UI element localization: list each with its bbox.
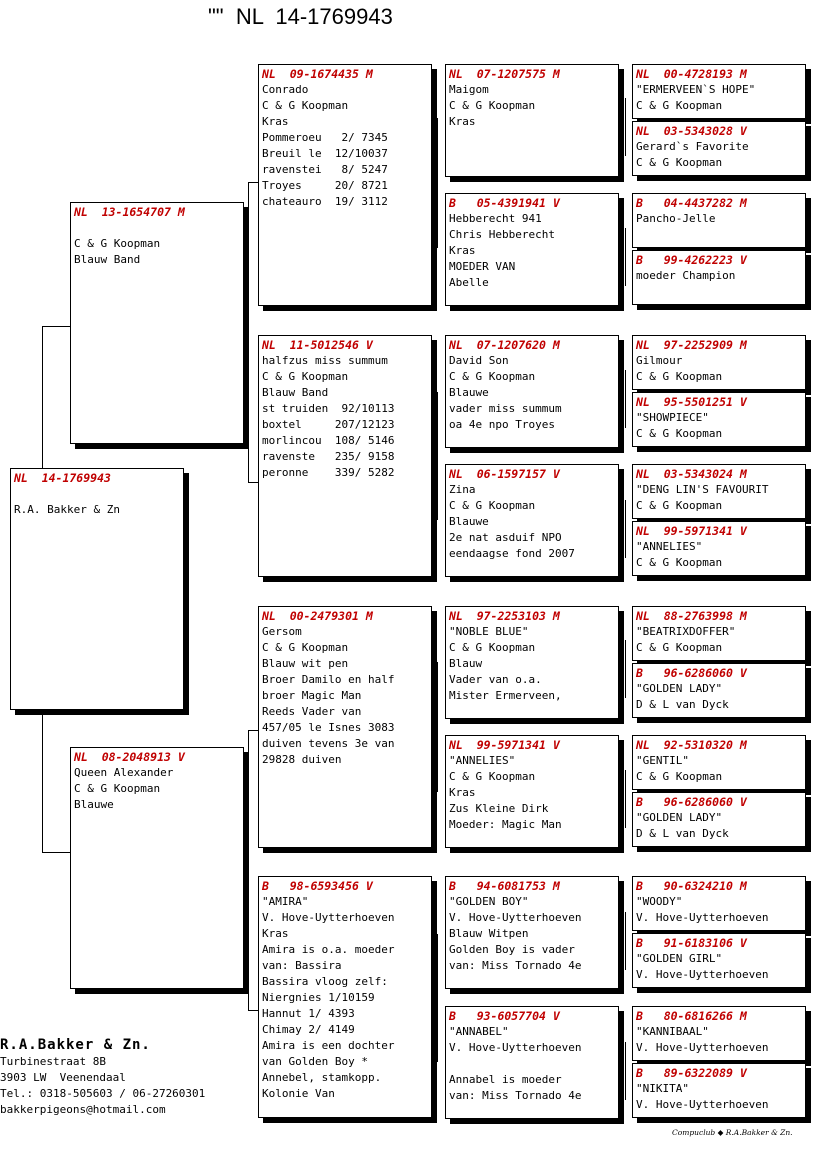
info-line: Blauwe [449, 386, 489, 399]
ring-number: B 98-6593456 V [262, 879, 373, 893]
pigeon-info [636, 681, 802, 713]
info-line: chateauro 19/ 3112 [262, 195, 388, 208]
pigeon-card-g4-1 [632, 64, 806, 119]
info-line: V. Hove-Uytterhoeven [449, 911, 582, 924]
info-line: peronne 339/ 5282 [262, 466, 395, 479]
info-line: Niergnies 1/10159 [262, 991, 375, 1004]
pigeon-card-sire-dam [258, 335, 432, 577]
pigeon-card-dam [70, 747, 244, 989]
pigeon-info [449, 753, 615, 833]
info-line: D & L van Dyck [636, 827, 729, 840]
ring-number: NL 88-2763998 M [636, 609, 747, 623]
connector-line [42, 708, 43, 852]
info-line: D & L van Dyck [636, 698, 729, 711]
owner-phone: Tel.: 0318-505603 / 06-27260301 [0, 1087, 206, 1100]
info-line: Vader van o.a. [449, 673, 542, 686]
ring-number: B 05-4391941 V [449, 196, 560, 210]
info-line: Gilmour [636, 354, 683, 367]
info-line: Kras [449, 115, 476, 128]
connector-line [437, 118, 438, 248]
info-line: van Golden Boy * [262, 1055, 368, 1068]
pigeon-info [636, 951, 802, 983]
info-line: Zina [449, 483, 476, 496]
pigeon-card-ddd [445, 1006, 619, 1119]
info-line: Blauw wit pen [262, 657, 349, 670]
info-line: Reeds Vader van [262, 705, 362, 718]
pigeon-info [449, 624, 615, 704]
info-line: "WOODY" [636, 895, 683, 908]
pigeon-info [636, 1024, 802, 1056]
pigeon-info [636, 82, 802, 114]
ring-number: NL 06-1597157 V [449, 467, 560, 481]
info-line [74, 220, 240, 236]
pigeon-card-g4-12 [632, 792, 806, 847]
connector-line [42, 326, 70, 327]
pigeon-info [74, 765, 240, 813]
connector-line [625, 770, 626, 828]
pigeon-card-g4-8 [632, 521, 806, 576]
info-line: 457/05 le Isnes 3083 [262, 721, 395, 734]
info-line: 2e nat asduif NPO [449, 531, 562, 544]
info-line: Maigom [449, 83, 489, 96]
owner-info [0, 1036, 205, 1118]
info-line: C & G Koopman [449, 499, 536, 512]
info-line: Hebberecht 941 [449, 212, 542, 225]
info-line: Conrado [262, 83, 309, 96]
ring-number: NL 03-5343024 M [636, 467, 747, 481]
connector-line [248, 1010, 258, 1011]
connector-line [625, 370, 626, 428]
ring-number: B 96-6286060 V [636, 666, 747, 680]
connector-line [625, 228, 626, 286]
pigeon-info [74, 220, 240, 268]
ring-number: B 89-6322089 V [636, 1066, 747, 1080]
pigeon-info [636, 753, 802, 785]
info-line: ravenstei 8/ 5247 [262, 163, 388, 176]
info-line: V. Hove-Uytterhoeven [449, 1041, 582, 1054]
pigeon-card-sds [445, 335, 619, 448]
pigeon-card-sdd [445, 464, 619, 577]
info-line: Pancho-Jelle [636, 212, 716, 225]
info-line: Annebel, stamkopp. [262, 1071, 382, 1084]
info-line: Hannut 1/ 4393 [262, 1007, 355, 1020]
ring-number: B 99-4262223 V [636, 253, 747, 267]
info-line: "ANNELIES" [449, 754, 516, 767]
owner-name: R.A.Bakker & Zn. [0, 1037, 151, 1053]
info-line: Gerard`s Favorite [636, 140, 749, 153]
info-line: V. Hove-Uytterhoeven [636, 968, 769, 981]
pigeon-card-g4-11 [632, 735, 806, 790]
pigeon-card-g4-2 [632, 121, 806, 176]
pigeon-info [262, 353, 428, 481]
pigeon-card-dss [445, 606, 619, 719]
info-line: David Son [449, 354, 509, 367]
pigeon-card-g4-10 [632, 663, 806, 718]
ring-number: NL 95-5501251 V [636, 395, 747, 409]
info-line: V. Hove-Uytterhoeven [636, 1098, 769, 1111]
info-line: Chimay 2/ 4149 [262, 1023, 355, 1036]
info-line: MOEDER VAN [449, 260, 516, 273]
info-line: C & G Koopman [449, 641, 536, 654]
info-line: Kras [262, 927, 289, 940]
info-line: "AMIRA" [262, 895, 309, 908]
info-line: Breuil le 12/10037 [262, 147, 388, 160]
info-line: C & G Koopman [262, 370, 349, 383]
info-line: oa 4e npo Troyes [449, 418, 555, 431]
ring-number: B 93-6057704 V [449, 1009, 560, 1023]
pigeon-card-g4-6 [632, 392, 806, 447]
info-line [14, 486, 180, 502]
pigeon-card-dam-sire [258, 606, 432, 848]
connector-line [248, 730, 249, 1010]
pigeon-card-sire [70, 202, 244, 444]
info-line: broer Magic Man [262, 689, 362, 702]
info-line: C & G Koopman [262, 99, 349, 112]
info-line: halfzus miss summum [262, 354, 388, 367]
info-line: V. Hove-Uytterhoeven [636, 1041, 769, 1054]
info-line: Queen Alexander [74, 766, 174, 779]
info-line: C & G Koopman [74, 237, 161, 250]
connector-line [42, 852, 70, 853]
info-line: Moeder: Magic Man [449, 818, 562, 831]
connector-line [625, 500, 626, 558]
footer-credit: Compuclub ◆ R.A.Bakker & Zn. [672, 1128, 793, 1137]
ring-number: B 94-6081753 M [449, 879, 560, 893]
info-line: "GOLDEN GIRL" [636, 952, 723, 965]
info-line: Kras [262, 115, 289, 128]
connector-line [248, 730, 258, 731]
info-line: Kras [449, 244, 476, 257]
pigeon-info [449, 1024, 615, 1104]
info-line: Kras [449, 786, 476, 799]
connector-line [248, 182, 249, 482]
info-line: "GENTIL" [636, 754, 689, 767]
info-line: "GOLDEN BOY" [449, 895, 529, 908]
info-line: C & G Koopman [449, 370, 536, 383]
info-line: "ANNELIES" [636, 540, 703, 553]
info-line: ravenste 235/ 9158 [262, 450, 395, 463]
ring-number: NL 09-1674435 M [262, 67, 373, 81]
info-line: van: Miss Tornado 4e [449, 1089, 582, 1102]
pigeon-info [449, 82, 615, 130]
pigeon-info [449, 211, 615, 291]
connector-line [625, 98, 626, 156]
info-line: st truiden 92/10113 [262, 402, 395, 415]
info-line: Kolonie Van [262, 1087, 335, 1100]
info-line: Gersom [262, 625, 302, 638]
pigeon-info [636, 410, 802, 442]
info-line: Blauw Band [74, 253, 141, 266]
pigeon-info [262, 894, 428, 1102]
info-line: duiven tevens 3e van [262, 737, 395, 750]
info-line: boxtel 207/12123 [262, 418, 395, 431]
owner-email[interactable]: bakkerpigeons@hotmail.com [0, 1103, 166, 1116]
info-line: C & G Koopman [449, 770, 536, 783]
owner-city: 3903 LW Veenendaal [0, 1071, 126, 1084]
ring-number: NL 03-5343028 V [636, 124, 747, 138]
info-line: V. Hove-Uytterhoeven [262, 911, 395, 924]
pigeon-card-g4-15 [632, 1006, 806, 1061]
connector-line [437, 662, 438, 792]
info-line: van: Miss Tornado 4e [449, 959, 582, 972]
info-line: Annabel is moeder [449, 1073, 562, 1086]
info-line: Blauwe [74, 798, 114, 811]
info-line: C & G Koopman [636, 99, 723, 112]
pigeon-info [636, 894, 802, 926]
ring-number: NL 08-2048913 V [74, 750, 185, 764]
pigeon-card-g4-5 [632, 335, 806, 390]
pigeon-info [636, 1081, 802, 1113]
info-line: C & G Koopman [636, 370, 723, 383]
info-line: Zus Kleine Dirk [449, 802, 549, 815]
pedigree-title: "" NL 14-1769943 [208, 4, 393, 29]
ring-number: NL 99-5971341 V [636, 524, 747, 538]
ring-number: NL 97-2252909 M [636, 338, 747, 352]
pigeon-info [636, 539, 802, 571]
pigeon-card-dds [445, 876, 619, 989]
info-line: eendaagse fond 2007 [449, 547, 575, 560]
connector-line [625, 1042, 626, 1100]
info-line: "SHOWPIECE" [636, 411, 709, 424]
info-line: C & G Koopman [636, 427, 723, 440]
info-line: Broer Damilo en half [262, 673, 395, 686]
info-line: vader miss summum [449, 402, 562, 415]
info-line: C & G Koopman [262, 641, 349, 654]
info-line: Blauw [449, 657, 483, 670]
pigeon-info [14, 486, 180, 518]
ring-number: NL 07-1207620 M [449, 338, 560, 352]
ring-number: NL 00-4728193 M [636, 67, 747, 81]
info-line: moeder Champion [636, 269, 736, 282]
info-line: Pommeroeu 2/ 7345 [262, 131, 388, 144]
info-line: Amira is o.a. moeder [262, 943, 395, 956]
info-line: Abelle [449, 276, 489, 289]
info-line: "GOLDEN LADY" [636, 682, 723, 695]
info-line: "NOBLE BLUE" [449, 625, 529, 638]
info-line: 29828 duiven [262, 753, 342, 766]
info-line: van: Bassira [262, 959, 342, 972]
pigeon-card-sire-sire [258, 64, 432, 306]
ring-number: B 90-6324210 M [636, 879, 747, 893]
info-line: V. Hove-Uytterhoeven [636, 911, 769, 924]
pigeon-card-g4-4 [632, 250, 806, 305]
ring-number: B 04-4437282 M [636, 196, 747, 210]
ring-number: NL 99-5971341 V [449, 738, 560, 752]
pigeon-card-subject [10, 468, 184, 710]
pigeon-info [449, 894, 615, 974]
ring-number: B 96-6286060 V [636, 795, 747, 809]
pigeon-info [636, 810, 802, 842]
pigeon-card-g4-13 [632, 876, 806, 931]
ring-number: NL 97-2253103 M [449, 609, 560, 623]
info-line: C & G Koopman [449, 99, 536, 112]
ring-number: NL 11-5012546 V [262, 338, 373, 352]
pigeon-info [262, 82, 428, 210]
ring-number: B 80-6816266 M [636, 1009, 747, 1023]
info-line: Golden Boy is vader [449, 943, 575, 956]
info-line: Chris Hebberecht [449, 228, 555, 241]
info-line: C & G Koopman [636, 556, 723, 569]
pigeon-info [636, 353, 802, 385]
pigeon-info [449, 482, 615, 562]
info-line: R.A. Bakker & Zn [14, 503, 120, 516]
ring-number: NL 92-5310320 M [636, 738, 747, 752]
info-line: C & G Koopman [636, 156, 723, 169]
info-line: C & G Koopman [636, 499, 723, 512]
ring-number: NL 14-1769943 [14, 471, 111, 485]
pigeon-card-dam-dam [258, 876, 432, 1118]
pigeon-info [636, 211, 802, 227]
info-line: "DENG LIN'S FAVOURIT [636, 483, 769, 496]
info-line: morlincou 108/ 5146 [262, 434, 395, 447]
pigeon-card-g4-14 [632, 933, 806, 988]
info-line [449, 1056, 615, 1072]
ring-number: NL 13-1654707 M [74, 205, 185, 219]
connector-line [625, 640, 626, 698]
ring-number: B 91-6183106 V [636, 936, 747, 950]
pigeon-info [636, 139, 802, 171]
pigeon-card-dsd [445, 735, 619, 848]
info-line: "ANNABEL" [449, 1025, 509, 1038]
ring-number: NL 00-2479301 M [262, 609, 373, 623]
connector-line [437, 934, 438, 1062]
info-line: "BEATRIXDOFFER" [636, 625, 736, 638]
info-line: C & G Koopman [636, 641, 723, 654]
pigeon-card-sss [445, 64, 619, 177]
info-line: Mister Ermerveen, [449, 689, 562, 702]
info-line: "GOLDEN LADY" [636, 811, 723, 824]
pigeon-info [262, 624, 428, 768]
info-line: Amira is een dochter [262, 1039, 395, 1052]
info-line: Blauw Band [262, 386, 329, 399]
pigeon-info [636, 268, 802, 284]
info-line: Troyes 20/ 8721 [262, 179, 388, 192]
info-line: C & G Koopman [74, 782, 161, 795]
connector-line [625, 912, 626, 970]
pigeon-card-g4-9 [632, 606, 806, 661]
info-line: "KANNIBAAL" [636, 1025, 709, 1038]
ring-number: NL 07-1207575 M [449, 67, 560, 81]
info-line: "ERMERVEEN`S HOPE" [636, 83, 756, 96]
pigeon-info [636, 624, 802, 656]
pigeon-card-ssd [445, 193, 619, 306]
owner-street: Turbinestraat 8B [0, 1055, 106, 1068]
info-line: Blauwe [449, 515, 489, 528]
pigeon-card-g4-7 [632, 464, 806, 519]
pigeon-info [636, 482, 802, 514]
pigeon-card-g4-3 [632, 193, 806, 248]
info-line: C & G Koopman [636, 770, 723, 783]
connector-line [437, 392, 438, 520]
pigeon-card-g4-16 [632, 1063, 806, 1118]
info-line: Blauw Witpen [449, 927, 529, 940]
connector-line [248, 182, 258, 183]
info-line: "NIKITA" [636, 1082, 689, 1095]
connector-line [248, 482, 258, 483]
pigeon-info [449, 353, 615, 433]
info-line: Bassira vloog zelf: [262, 975, 388, 988]
